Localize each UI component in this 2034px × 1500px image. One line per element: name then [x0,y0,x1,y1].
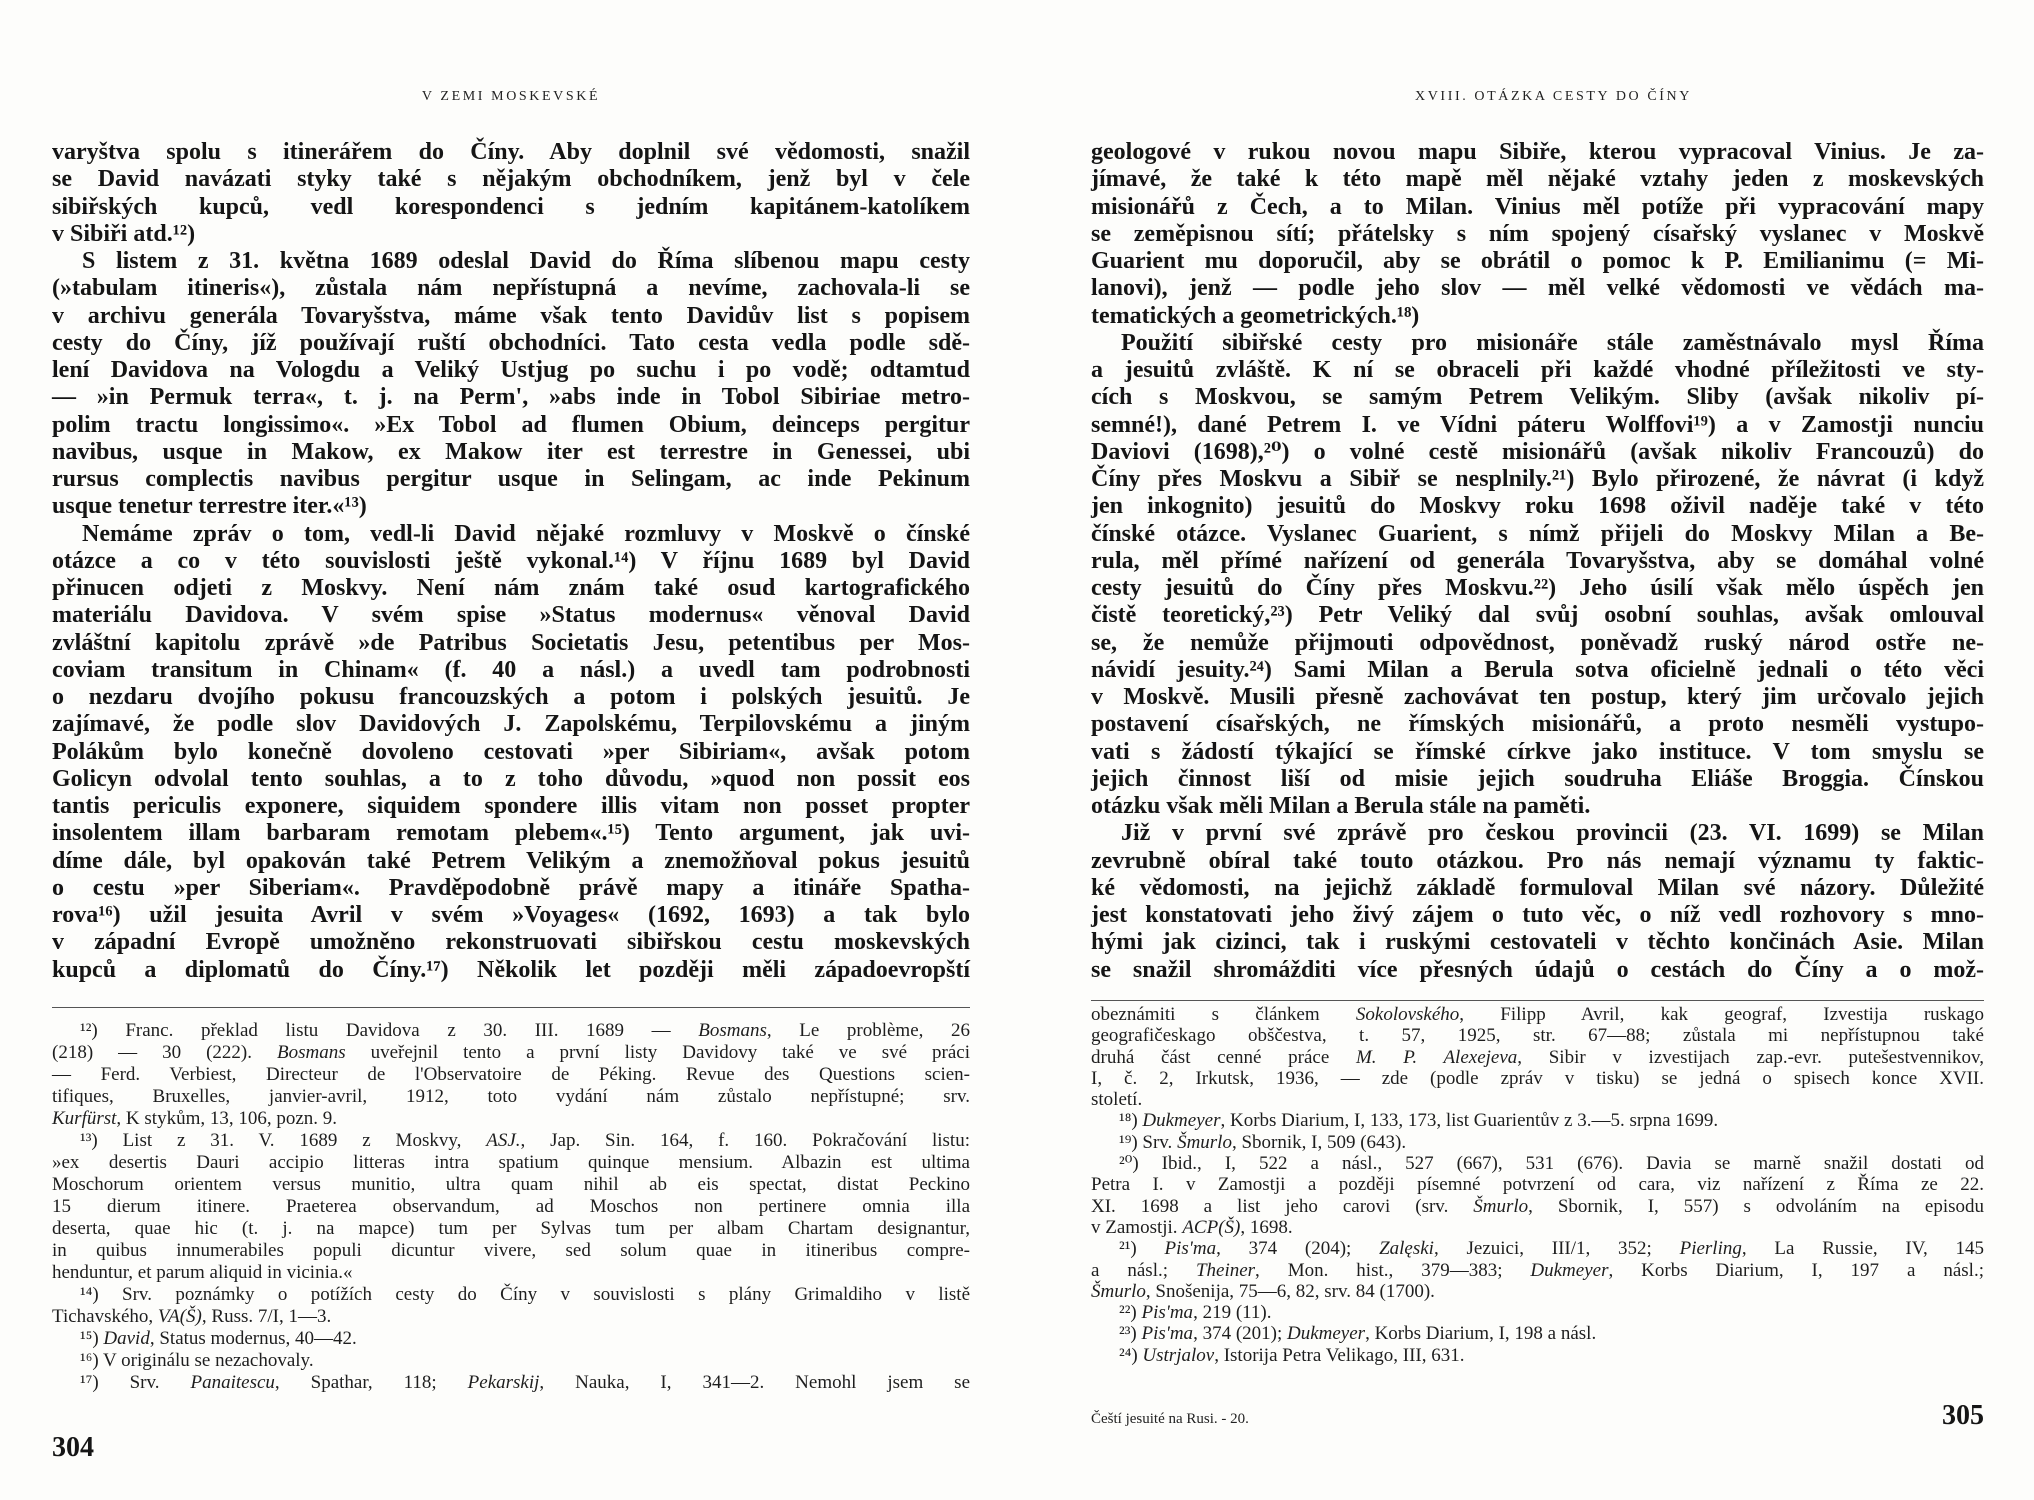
text-line [1091,1302,1984,1323]
text-line: v Sibiři atd.¹²) [52,220,196,247]
page-number: 305 [1942,1400,1984,1431]
text-line: se, že nemůže přijmouti odpovědnost, poněvadž ruský národ ostře ne- [1091,629,1984,656]
text-line [52,1328,970,1350]
text-run: ²³) [1119,1323,1142,1345]
footnote [1091,1238,1984,1302]
text-line: varyštva spolu s itinerářem do Číny. Aby doplnil své vědomosti, snažil [52,139,970,165]
text-line: ké vědomosti, na jejichž základě formuloval Milan své názory. Důležité [1091,874,1984,901]
text-line: Daviovi (1698),²⁰) o volné cestě misionářů (avšak nikoliv Francouzů) do [1091,438,1984,465]
text-line: přinucen odjeti z Moskvy. Není nám znám také osud kartografického [52,575,970,601]
text-line: zvláštní kapitolu zprávě »de Patribus Societatis Jesu, petentibus per Mos- [52,629,970,656]
text-line: navibus, usque in Makow, ex Makow iter est terrestre in Genessei, ubi [52,438,970,465]
italic-citation: Pierling [1679,1238,1742,1260]
footnote-rule [1091,1000,1984,1001]
text-line: (»tabulam itineris«), zůstala nám nepřístupná a nevíme, zachovala-li se [52,275,970,302]
text-line: čistě teoretický,²³) Petr Veliký dal svůj osobní souhlas, avšak omlouval [1091,602,1984,629]
footnote [52,1328,970,1350]
italic-citation: Pekarskij [467,1372,540,1393]
text-line [52,1020,970,1042]
paragraph [52,248,970,521]
footnote [1091,1004,1984,1110]
footnote [52,1284,970,1328]
text-line: jímavé, že také k této mapě měl nějaké vztahy jeden z moskevských [1091,166,1984,193]
text-line: čínské otázce. Vyslanec Guarient, s nímž přijeli do Moskvy Milan a Be- [1091,520,1984,547]
italic-citation: Dukmeyer [1530,1259,1609,1281]
footnotes [1091,1004,1984,1366]
printer-signature-mark: Čeští jesuité na Rusi. - 20. [1091,1411,1249,1427]
text-run: , Jap. Sin. 164, f. 160. Pokračování listu: [520,1130,970,1151]
text-run: , Sbornik, I, 509 (643). [1231,1131,1407,1153]
footnote [52,1130,970,1284]
text-line [1091,1260,1984,1281]
text-run: , Istorija Petra Velikago, III, 631. [1214,1344,1465,1366]
text-run: ²¹) [1119,1238,1165,1260]
footnote [52,1020,970,1130]
body-text [1091,139,1984,984]
body-text [52,139,970,984]
italic-citation: Bosmans [276,1042,346,1063]
paragraph [1091,139,1984,330]
italic-citation: Theiner [1195,1259,1256,1281]
footnotes [52,1020,970,1394]
paragraph [1091,820,1984,984]
text-line: otázku však měli Milan a Berula stále na paměti. [1091,793,1591,819]
text-run: ¹⁷) Srv. [80,1372,191,1393]
text-line: jest konstatovati jeho živý zájem o tuto věc, o níž vedl rozhovory s mno- [1091,902,1984,928]
text-line: v archivu generála Tovaryšstva, máme však tento Davidův list s popisem [52,302,970,329]
text-line: ¹⁴) Srv. poznámky o potížích cesty do Číny v souvislosti s plány Grimaldiho v listě [80,1284,970,1305]
text-line: otázce a co v této souvislosti ještě vykonal.¹⁴) V říjnu 1689 byl David [52,547,970,574]
text-line: materiálu Davidova. V svém spise »Status modernus« věnoval David [52,602,970,629]
text-line: Petra I. v Zamostji a později písemné potvrzení od cara, viz nařízení z Říma ze 22. [1091,1174,1984,1196]
text-line: ¹⁶) V originálu se nezachovaly. [80,1350,314,1371]
text-run: , 1698. [1240,1216,1293,1238]
footnote [1091,1345,1984,1366]
text-line: cesty do Číny, jíž používají ruští obchodníci. Tato cesta vedla podle sdě- [52,329,970,356]
running-head: XVIII. OTÁZKA CESTY DO ČÍNY [1415,89,1692,104]
text-line: rula, měl přímé nařízení od generála Tovaryšstva, aby se domáhal volné [1091,547,1984,574]
italic-citation: Zalęski [1379,1238,1434,1260]
text-line: misionářů z Čech, a to Milan. Vinius měl potíže při vypracování mapy [1091,193,1984,220]
text-line: semné!), dané Petrem I. ve Vídni páteru Wolffovi¹⁹) a v Zamostji nunciu [1091,411,1984,438]
text-line: v Moskvě. Musili přesně zachovávat ten postup, který jim určovalo jejich [1091,684,1984,710]
text-run: , Jezuici, III/1, 352; [1433,1238,1680,1260]
paragraph [1091,330,1984,821]
text-line: Číny přes Moskvu a Sibiř se nesplnily.²¹) Bylo přirozené, že návrat (i když [1091,466,1984,492]
text-run: , 374 (204); [1216,1238,1380,1260]
footnote [1091,1110,1984,1131]
text-line: geologové v rukou novou mapu Sibiře, kterou vypracoval Vinius. Je za- [1091,139,1984,165]
text-run: , Nauka, I, 341—2. Nemohl jsem se [539,1372,971,1393]
text-line: hými jak cizinci, tak i ruskými cestovateli v těchto končinách Asie. Milan [1091,929,1984,956]
italic-citation: David [103,1328,150,1349]
text-line: usque tenetur terrestre iter.«¹³) [52,493,367,520]
text-line: tifiques, Bruxelles, janvier-avril, 1912, toto vydání nám zůstalo nepřístupné; srv. [52,1086,970,1107]
text-run: (218) — 30 (222). [52,1042,277,1063]
text-run: a násl.; [1091,1259,1196,1281]
text-run: , Sibir v izvestijach zap.-evr. putešestvennikov, [1517,1046,1984,1068]
text-line [1091,1323,1984,1344]
footnote [1091,1323,1984,1344]
italic-citation: VA(Š) [157,1306,202,1327]
footnote-rule [52,1007,970,1008]
text-line: o cestu »per Siberiam«. Pravděpodobně právě mapy a itináře Spatha- [52,874,970,901]
text-line [1091,1047,1984,1068]
text-line [52,1042,970,1064]
text-line: vati s žádostí týkající se římské církve jako instituce. V tom smyslu se [1091,738,1984,765]
italic-citation: M. P. Alexejeva [1355,1046,1518,1068]
text-run: obeznámiti s článkem [1091,1004,1356,1025]
italic-citation: Ustrjalov [1142,1344,1215,1366]
footnote [1091,1153,1984,1238]
text-line: rova¹⁶) užil jesuita Avril v svém »Voyages« (1692, 1693) a tak bylo [52,902,970,928]
text-line: o nezdaru dvojího pokusu francouzských a potom i polských jesuitů. Je [52,684,970,710]
text-line: jejich činnost liší od misie jejich soudruha Eliáše Broggia. Čínskou [1091,765,1984,792]
text-line: S listem z 31. května 1689 odeslal David do Říma slíbenou mapu cesty [82,248,970,274]
right-page [1091,0,1984,1500]
italic-citation: Dukmeyer [1142,1110,1221,1132]
italic-citation: ASJ. [486,1130,521,1151]
text-line: I, č. 2, Irkutsk, 1936, — zde (podle zpráv v tisku) se jedná o spisech konce XVII. [1091,1067,1984,1089]
italic-citation: Šmurlo [1177,1131,1232,1153]
italic-citation: Bosmans [698,1020,767,1041]
text-line: a jesuitů zvláště. K ní se obraceli při každé vhodné příležitosti ve sty- [1091,357,1984,383]
text-run: , Sbornik, I, 557) s odvoláním na episodu [1528,1195,1984,1217]
text-run: , 219 (11). [1193,1302,1272,1324]
italic-citation: Pis'ma [1164,1238,1217,1260]
text-run: , Korbs Diarium, I, 133, 173, list Guarientův z 3.—5. srpna 1699. [1220,1110,1719,1132]
text-line: Moschorum orientem versus munitio, ultra quam nihil ab eis spectat, distat Peckino [52,1174,970,1195]
text-line: díme dále, byl opakován také Petrem Velikým a znemožňoval pokus jesuitů [52,847,970,874]
text-line: Nemáme zpráv o tom, vedl-li David nějaké rozmluvy v Moskvě o čínské [82,520,970,547]
text-line: 15 dierum itinere. Praeterea observandum, ad Moschos non pertinere omnia illa [52,1196,970,1217]
text-run: , Russ. 7/I, 1—3. [201,1306,332,1327]
text-line: Guarient mu doporučil, aby se obrátil o pomoc k P. Emilianimu (= Mi- [1091,248,1984,274]
text-run: , Status modernus, 40—42. [149,1328,357,1349]
text-line: lanovi), jenž — podle jeho slov — měl velké vědomosti ve vědách ma- [1091,275,1984,302]
text-run: , Spathar, 118; [274,1372,468,1393]
text-line: polim tractu longissimo«. »Ex Tobol ad flumen Obium, deinceps pergitur [52,411,970,438]
text-line [1091,1238,1984,1259]
text-run: XI. 1698 a list jeho carovi (srv. [1091,1195,1474,1217]
paragraph [52,139,970,248]
text-run: ²⁴) [1119,1344,1143,1366]
text-line: postavení císařských, ne římských misionářů, a proto nesměli vystupo- [1091,711,1984,738]
footnote [52,1350,970,1372]
text-run: v Zamostji. [1091,1216,1183,1238]
text-line: lení Davidova na Vologdu a Veliký Ustjug po suchu i po vodě; odtamtud [52,357,970,383]
text-run: , Le problème, 26 [766,1020,970,1041]
text-line: — »in Permuk terra«, t. j. na Perm', »abs inde in Tobol Sibiriae metro- [52,384,970,411]
italic-citation: Dukmeyer [1287,1323,1366,1345]
text-line: rursus complectis navibus pergitur usque in Selingam, ac inde Pekinum [52,466,970,492]
text-run: ¹²) Franc. překlad listu Davidova z 30. III. 1689 — [80,1020,699,1041]
text-line [52,1108,970,1130]
italic-citation: Sokolovského [1355,1004,1460,1025]
italic-citation: Pis'ma [1141,1323,1194,1345]
text-line [52,1130,970,1152]
text-run: , 374 (201); [1193,1323,1287,1345]
text-line: zajímavé, že podle slov Davidových J. Zapolskému, Terpilovskému a jiným [52,711,970,738]
text-line: »ex desertis Dauri accipio litteras intra spatium quinque mensium. Albazin est ultima [52,1152,970,1173]
footnote [1091,1302,1984,1323]
text-run: druhá část cenné práce [1091,1046,1356,1068]
italic-citation: ACP(Š) [1182,1216,1241,1238]
text-line: tantis periculis exponere, siquidem spondere illis vitam non posset propter [52,793,970,819]
text-line: deserta, quae hic (t. j. na mapce) tum per Sylvas tum per albam Chartam designantur, [52,1218,970,1239]
italic-citation: Panaitescu [190,1372,275,1393]
text-line: cích s Moskvou, se samým Petrem Velikým. Sliby (avšak nikoliv pí- [1091,384,1984,411]
text-run: , Korbs Diarium, I, 197 a násl.; [1608,1259,1984,1281]
text-line: ²⁰) Ibid., I, 522 a násl., 527 (667), 531 (676). Davia se marně snažil dostati od [1119,1153,1984,1175]
text-run: ¹⁵) [80,1328,104,1349]
italic-citation: Šmurlo [1473,1195,1529,1217]
text-line [52,1306,970,1328]
text-line [1091,1004,1984,1025]
text-line [1091,1281,1984,1302]
text-run: ²²) [1119,1302,1142,1324]
text-line [1091,1217,1984,1238]
text-run: , La Russie, IV, 145 [1741,1238,1985,1260]
text-run: , K stykům, 13, 106, pozn. 9. [116,1108,338,1129]
page-number: 304 [52,1432,94,1463]
text-run: ¹⁸) [1119,1110,1143,1132]
text-line: Již v první své zprávě pro českou provincii (23. VI. 1699) se Milan [1121,820,1984,847]
running-head: V ZEMI MOSKEVSKÉ [421,89,601,104]
text-line: kupců a diplomatů do Číny.¹⁷) Několik let později měli západoevropští [52,956,970,983]
text-line [52,1372,970,1394]
italic-citation: Kurfürst [52,1108,117,1129]
footnote [52,1372,970,1394]
text-line: tematických a geometrických.¹⁸) [1091,302,1420,329]
text-run: ¹⁹) Srv. [1119,1131,1178,1153]
text-line: se David navázati styky také s nějakým obchodníkem, jenž byl v čele [52,166,970,193]
text-line: — Ferd. Verbiest, Directeur de l'Observatoire de Péking. Revue des Questions scien- [52,1064,970,1085]
text-run: , Filipp Avril, kak geograf, Izvestija ruskago [1459,1004,1984,1025]
text-line: sibiřských kupců, vedl korespondenci s jedním kapitánem-katolíkem [52,193,970,220]
text-line [1091,1196,1984,1217]
text-run: Tichavského, [52,1306,158,1327]
text-line: Použití sibiřské cesty pro misionáře stále zaměstnávalo mysl Říma [1121,329,1984,356]
text-line [1091,1110,1984,1131]
italic-citation: Pis'ma [1141,1302,1194,1324]
text-line [1091,1132,1984,1153]
left-page [52,0,970,1500]
text-line: henduntur, et parum aliquid in vicinia.« [52,1262,353,1283]
text-run: , Snošenija, 75—6, 82, srv. 84 (1700). [1145,1280,1435,1302]
text-line: století. [1091,1089,1143,1111]
italic-citation: Šmurlo [1091,1280,1146,1302]
text-run: , Mon. hist., 379—383; [1255,1259,1531,1281]
text-line: se zeměpisnou sítí; přátelsky s ním spojený císařský vyslanec v Moskvě [1091,220,1984,247]
text-line: se snažil shromážditi více přesných údajů o cestách do Číny a o mož- [1091,956,1984,983]
text-line: Golicyn odvolal tento souhlas, a to z toho důvodu, »quod non possit eos [52,765,970,792]
text-line: insolentem illam barbaram remotam plebem«.¹⁵) Tento argument, jak uvi- [52,820,970,847]
text-line: v západní Evropě umožněno rekonstruovati sibiřskou cestu moskevských [52,929,970,956]
text-line: coviam transitum in Chinam« (f. 40 a násl.) a uvedl tam podrobnosti [52,656,970,683]
text-line: geografičeskago obščestva, t. 57, 1925, str. 67—88; zůstala mi nepřístupnou také [1091,1025,1984,1047]
paragraph [52,521,970,984]
text-run: ¹³) List z 31. V. 1689 z Moskvy, [80,1130,487,1151]
text-line: jen inkognito) jesuitů do Moskvy roku 1698 oživil naděje také v této [1091,493,1984,520]
text-line: in quibus innumerabiles populi dicuntur vivere, sed solum quae in itineribus compre- [52,1240,970,1261]
text-line: cesty jesuitů do Číny přes Moskvu.²²) Jeho úsilí však mělo úspěch jen [1091,575,1984,601]
text-line: návidí jesuity.²⁴) Sami Milan a Berula sotva oficielně jednali o této věci [1091,656,1984,683]
text-run: , Korbs Diarium, I, 198 a násl. [1365,1323,1597,1345]
text-run: uveřejnil tento a první listy Davidovy také ve své práci [345,1042,970,1063]
text-line: zevrubně obíral také touto otázkou. Pro nás nemají významu ty faktic- [1091,847,1984,874]
text-line: Polákům bylo konečně dovoleno cestovati »per Sibiriam«, avšak potom [52,738,970,765]
footnote [1091,1132,1984,1153]
text-line [1091,1345,1984,1366]
